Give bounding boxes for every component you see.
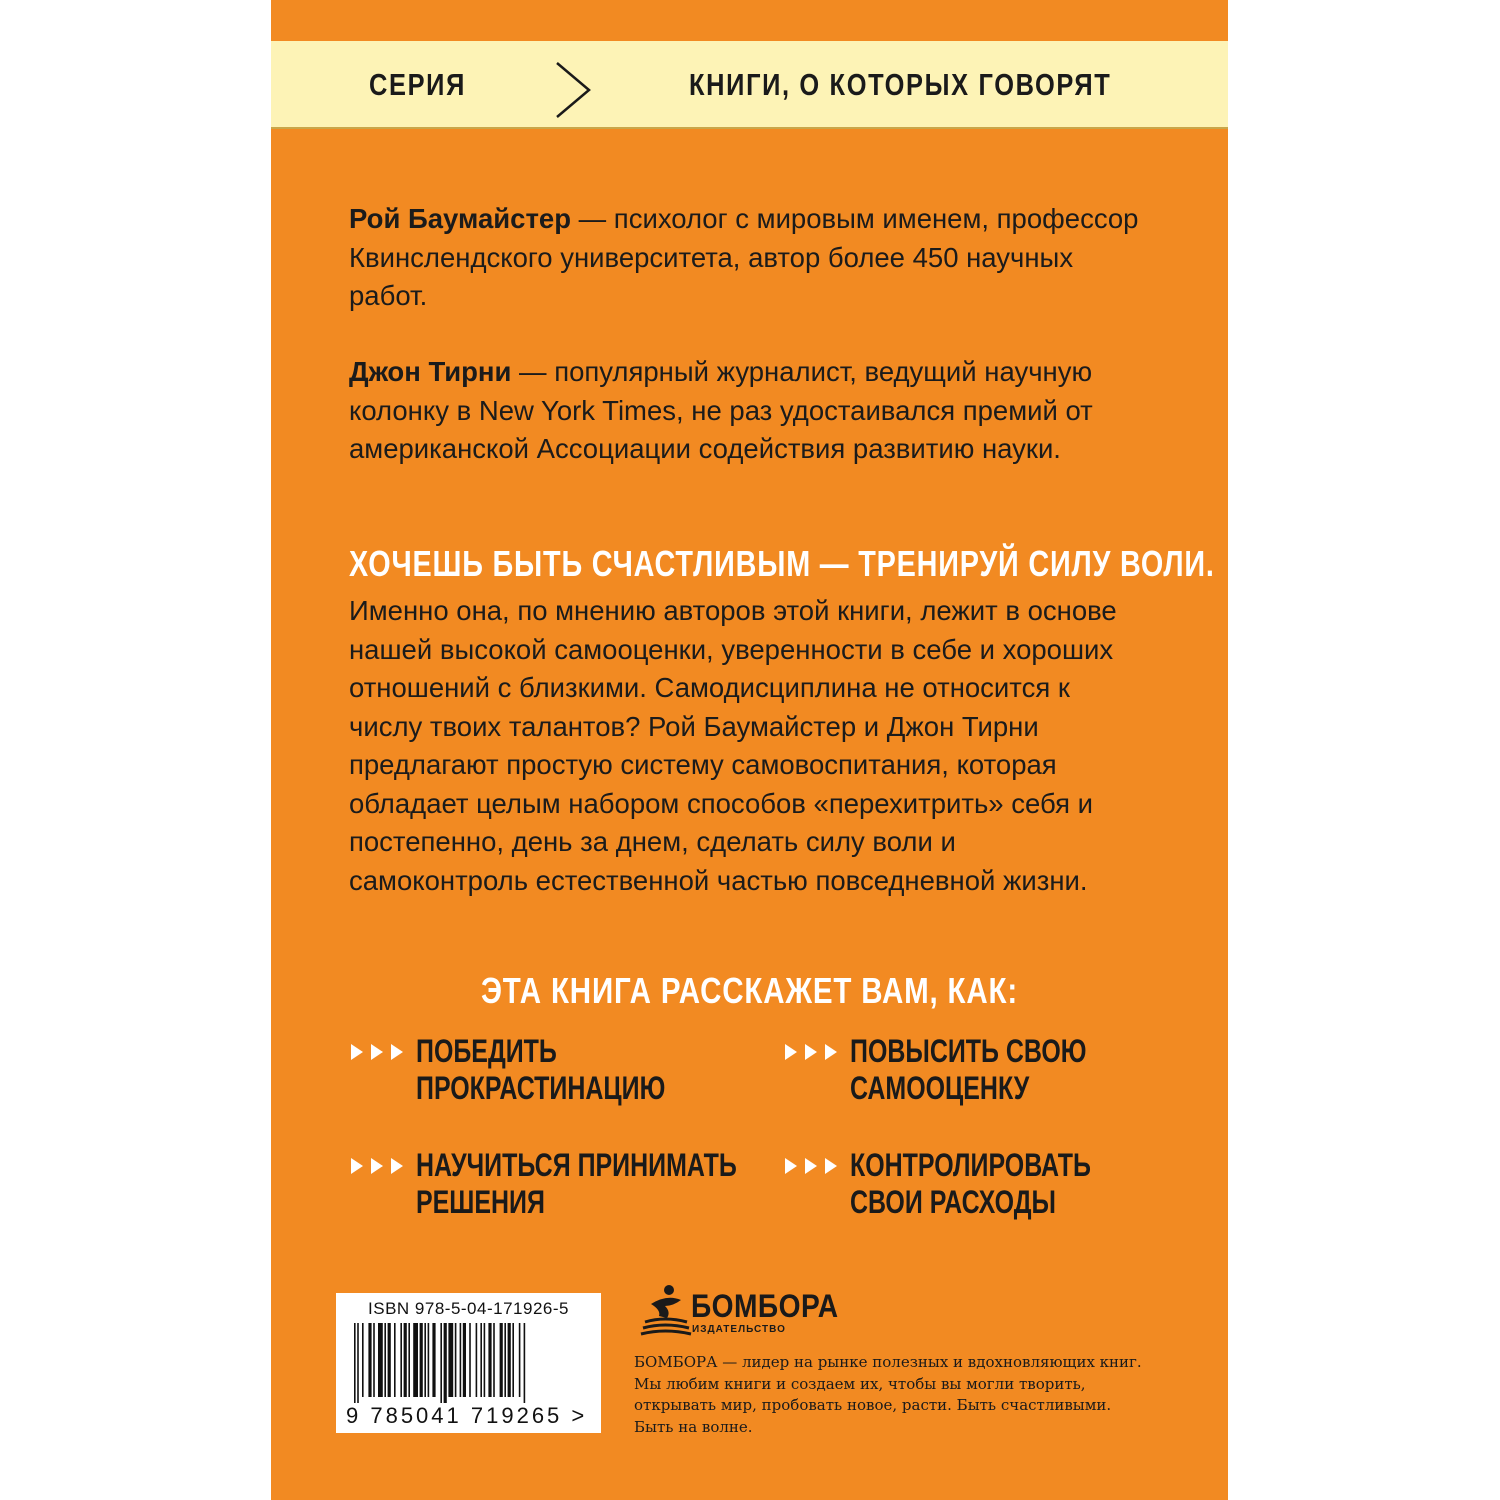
author-description: — психолог с мировым именем, профессор Квинслендского университета, автор более 450 научных работ.	[349, 203, 1139, 311]
author-name: Джон Тирни	[349, 356, 512, 387]
series-label: СЕРИЯ	[369, 67, 467, 102]
list-item-text	[416, 1033, 665, 1107]
triple-arrow-icon	[783, 1041, 845, 1063]
barcode-box	[336, 1293, 601, 1433]
book-back-cover	[271, 0, 1228, 1500]
triple-arrow-icon	[349, 1041, 411, 1063]
list-item-line: СВОИ РАСХОДЫ	[850, 1184, 1056, 1220]
headline: ХОЧЕШЬ БЫТЬ СЧАСТЛИВЫМ — ТРЕНИРУЙ СИЛУ ВОЛИ.	[349, 543, 1215, 584]
list-item-line: ПОВЫСИТЬ СВОЮ	[850, 1033, 1087, 1069]
list-heading: ЭТА КНИГА РАССКАЖЕТ ВАМ, КАК:	[480, 970, 1019, 1011]
author-description: — популярный журналист, ведущий научную колонку в New York Times, не раз удостаивался премий от американской Ассоциации содействия развитию науки.	[349, 356, 1093, 464]
barcode-digits: 9 785041 719265 >	[346, 1403, 588, 1428]
list-item-text	[850, 1033, 1086, 1107]
list-item-line: САМООЦЕНКУ	[850, 1070, 1030, 1106]
list-item-line: ПОБЕДИТЬ	[416, 1033, 557, 1069]
list-item-line: ПРОКРАСТИНАЦИЮ	[416, 1070, 666, 1106]
publisher-subtitle: ИЗДАТЕЛЬСТВО	[692, 1324, 786, 1335]
series-band	[271, 41, 1228, 129]
triple-arrow-icon	[783, 1155, 845, 1177]
list-item-text	[850, 1147, 1091, 1221]
author-bio	[349, 353, 1149, 469]
publisher-logo-icon	[637, 1282, 693, 1338]
publisher-description: БОМБОРА — лидер на рынке полезных и вдохновляющих книг. Мы любим книги и создаем их, чтобы вы могли творить, открывать мир, пробовать новое, расти. Быть счастливыми. Быть на волне.	[634, 1353, 1142, 1436]
author-bio	[349, 200, 1149, 316]
description-paragraph: Именно она, по мнению авторов этой книги, лежит в основе нашей высокой самооценки, уверенности в себе и хороших отношений с близкими. Самодисциплина не относится к числу твоих талантов? Рой Баумайстер и Джон Тирни предлагают простую систему самовоспитания, которая обладает целым набором способов «перехитрить» себя и постепенно, день за днем, сделать силу воли и самоконтроль естественной частью повседневной жизни.	[349, 595, 1117, 896]
barcode-icon	[352, 1323, 585, 1403]
list-item-line: НАУЧИТЬСЯ ПРИНИМАТЬ	[416, 1147, 737, 1183]
chevron-right-icon	[553, 61, 593, 119]
isbn-text: ISBN 978-5-04-171926-5	[368, 1299, 569, 1318]
list-item-line: РЕШЕНИЯ	[416, 1184, 545, 1220]
author-name: Рой Баумайстер	[349, 203, 572, 234]
list-item-text	[416, 1147, 737, 1221]
series-name: КНИГИ, О КОТОРЫХ ГОВОРЯТ	[689, 67, 1112, 102]
triple-arrow-icon	[349, 1155, 411, 1177]
list-item-line: КОНТРОЛИРОВАТЬ	[850, 1147, 1091, 1183]
publisher-name: БОМБОРА	[691, 1288, 839, 1324]
